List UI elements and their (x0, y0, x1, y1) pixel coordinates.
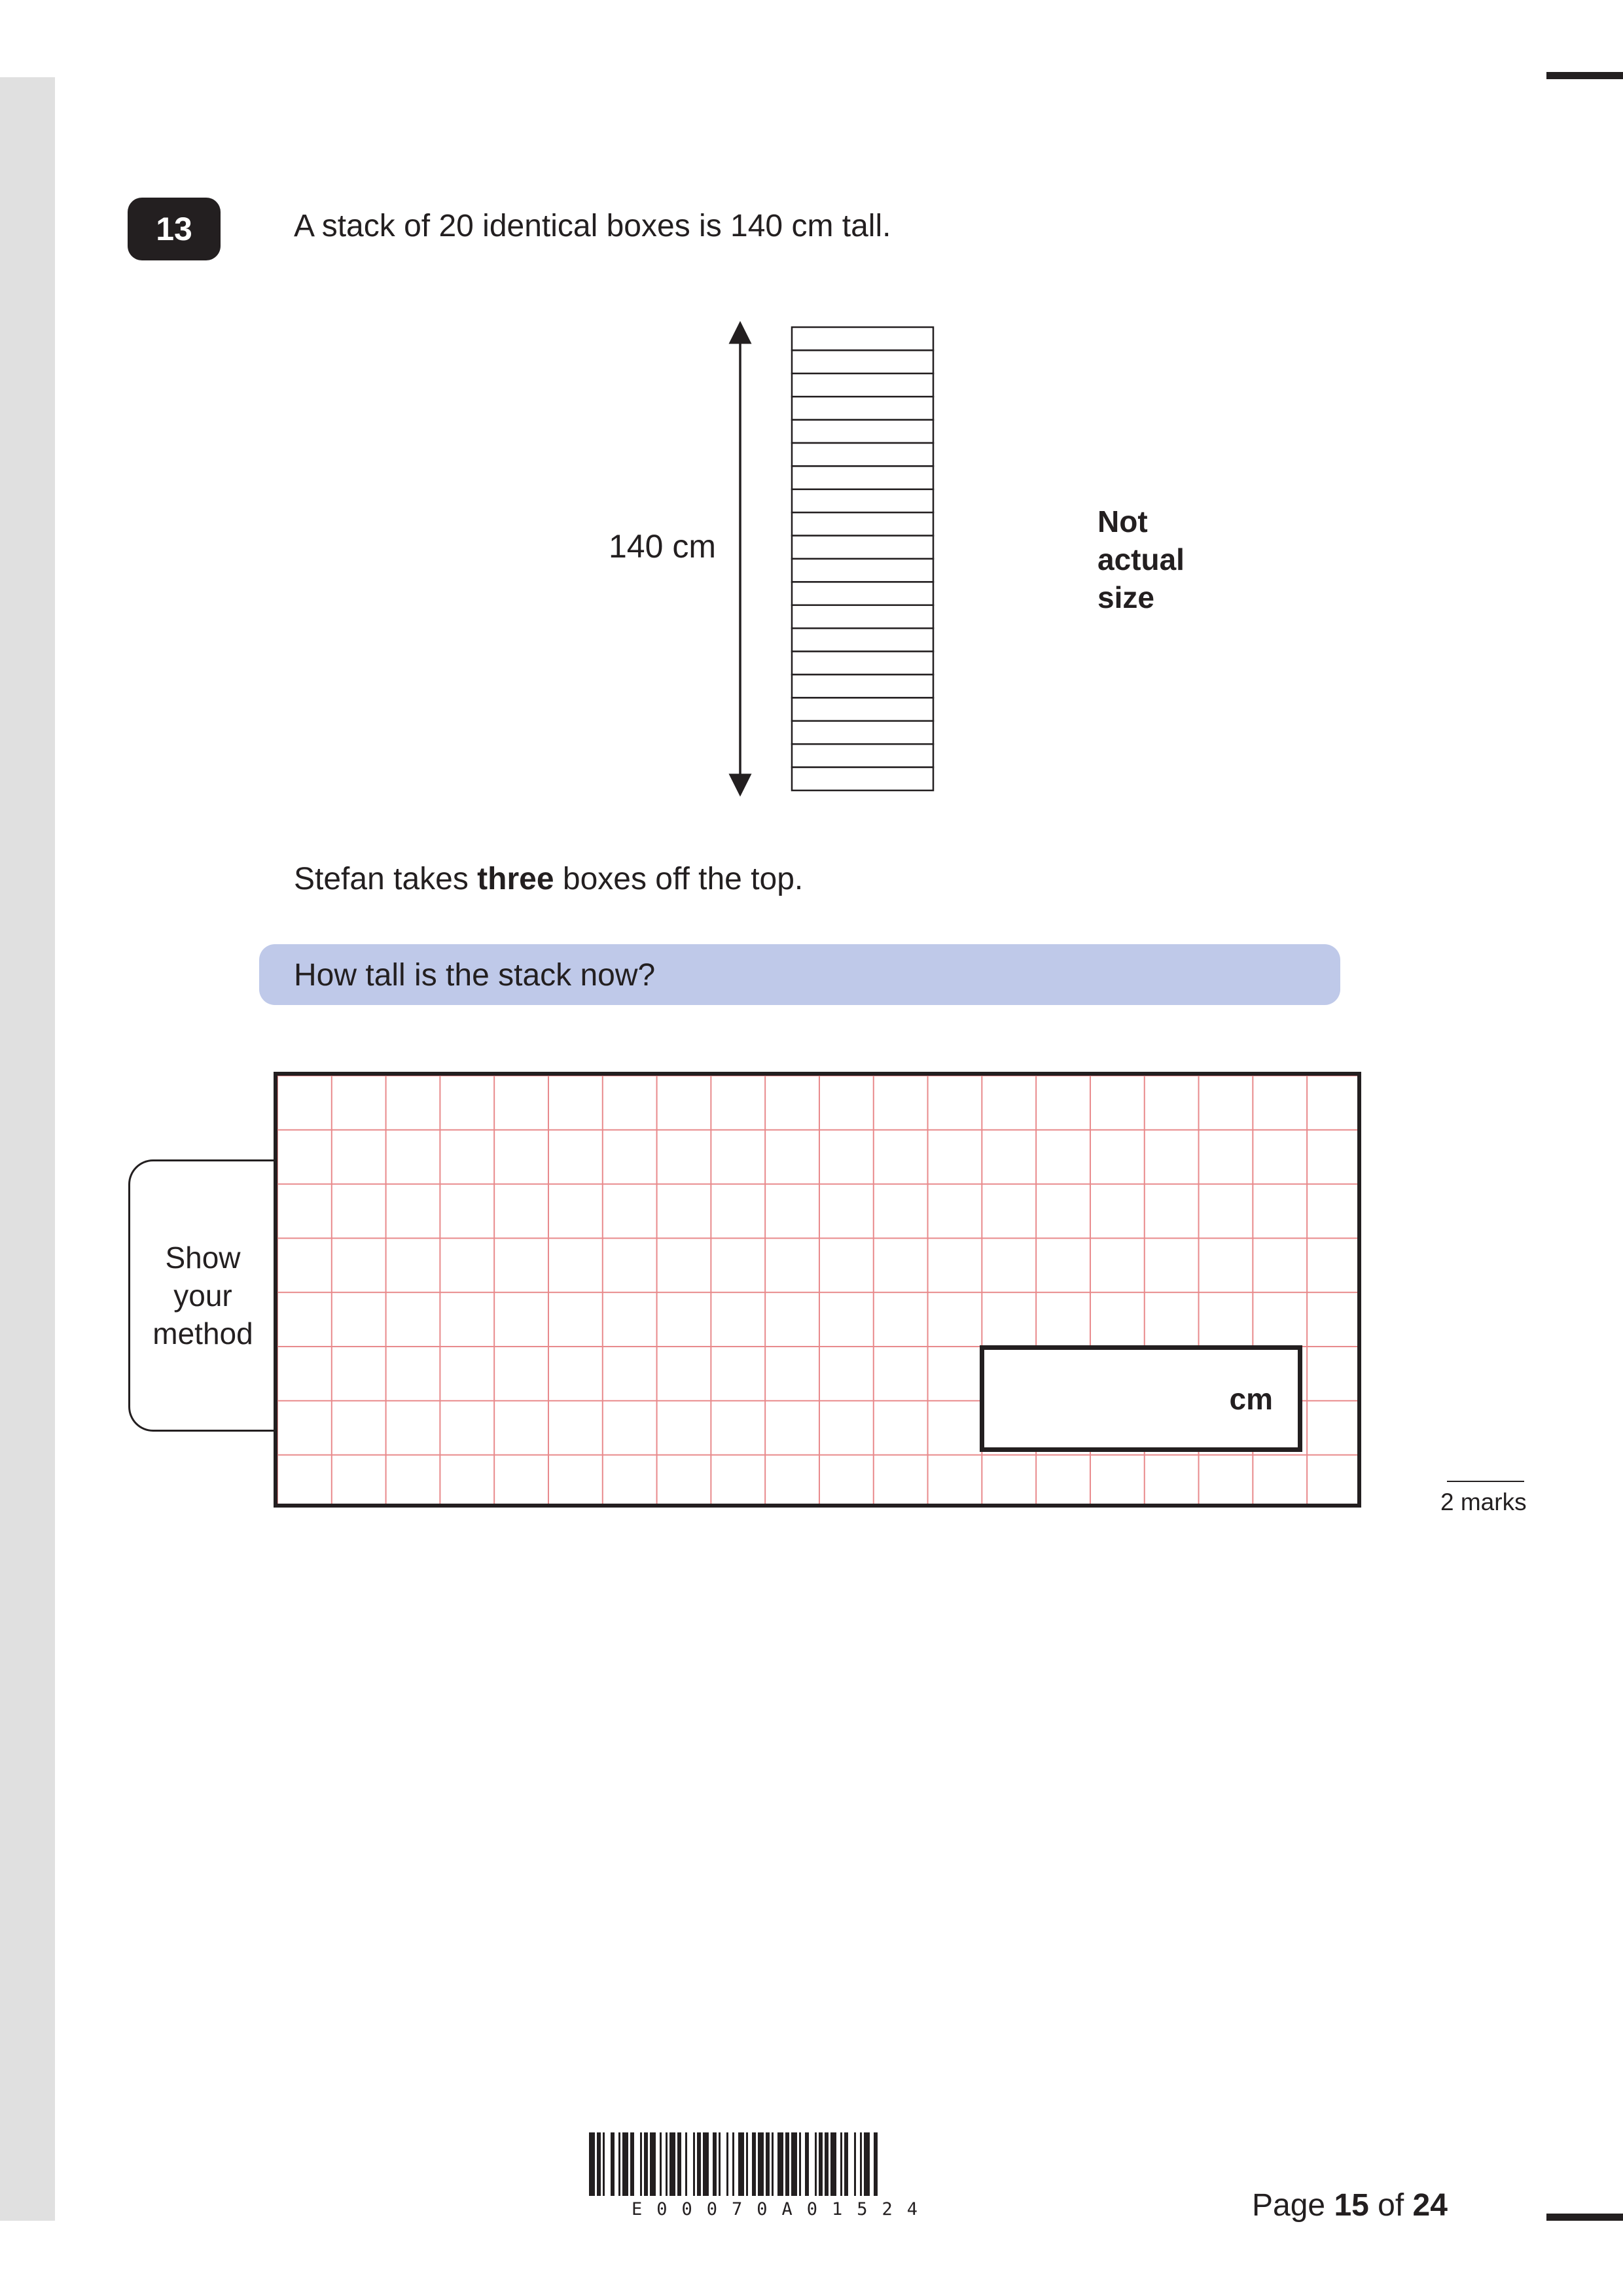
barcode-bar (777, 2132, 783, 2196)
barcode-bar (758, 2132, 764, 2196)
barcode-bar (840, 2132, 842, 2196)
stack-box (792, 582, 933, 605)
stack-box (792, 374, 933, 397)
emphasis-three: three (477, 862, 554, 896)
marks-label: 2 marks (1440, 1489, 1527, 1515)
note-line: Not (1097, 504, 1148, 539)
barcode-bar (819, 2132, 823, 2196)
barcode-bar (799, 2132, 801, 2196)
not-actual-size-note (1097, 503, 1185, 616)
barcode-bar (597, 2132, 601, 2196)
stack-box (792, 559, 933, 582)
barcode-bar (693, 2132, 695, 2196)
barcode-bar (622, 2132, 628, 2196)
box-stack (792, 327, 933, 790)
show-your-method-tab (128, 1159, 276, 1432)
barcode-bar (611, 2132, 615, 2196)
stack-box (792, 466, 933, 489)
barcode-bar (752, 2132, 756, 2196)
barcode-bar (830, 2132, 836, 2196)
stack-box (792, 489, 933, 512)
barcode-bar (618, 2132, 620, 2196)
answer-box[interactable] (980, 1345, 1302, 1452)
barcode-bar (785, 2132, 789, 2196)
barcode-bar (815, 2132, 817, 2196)
note-line: actual (1097, 542, 1185, 576)
barcode-bar (766, 2132, 770, 2196)
stack-box (792, 420, 933, 443)
barcode-bar (719, 2132, 721, 2196)
barcode (589, 2132, 1070, 2196)
tab-line: method (152, 1316, 253, 1351)
barcode-bar (746, 2132, 748, 2196)
height-label: 140 cm (609, 528, 716, 565)
barcode-bar (703, 2132, 709, 2196)
barcode-bar (726, 2132, 728, 2196)
barcode-bar (666, 2132, 668, 2196)
stack-box (792, 675, 933, 698)
barcode-bar (844, 2132, 848, 2196)
stack-box (792, 443, 933, 466)
corner-mark-top (1546, 72, 1623, 79)
question-action: Stefan takes three boxes off the top. (294, 862, 804, 896)
question-prompt: How tall is the stack now? (294, 958, 656, 993)
stack-box (792, 768, 933, 790)
barcode-bar (650, 2132, 656, 2196)
box-stack-diagram (0, 0, 1623, 824)
barcode-bar (732, 2132, 734, 2196)
stack-box (792, 652, 933, 675)
question-number-badge: 13 (128, 198, 221, 260)
corner-mark-bottom (1546, 2214, 1623, 2221)
barcode-bar (685, 2132, 687, 2196)
barcode-bar (854, 2132, 856, 2196)
barcode-bar (738, 2132, 744, 2196)
barcode-bar (660, 2132, 662, 2196)
barcode-bar (677, 2132, 681, 2196)
barcode-bar (640, 2132, 642, 2196)
stack-box (792, 698, 933, 720)
barcode-bar (644, 2132, 648, 2196)
stack-box (792, 512, 933, 535)
barcode-bar (825, 2132, 829, 2196)
tab-line: Show (165, 1241, 241, 1275)
page-number: Page 15 of 24 (1252, 2188, 1448, 2223)
stack-box (792, 350, 933, 373)
question-intro: A stack of 20 identical boxes is 140 cm tall. (294, 209, 891, 243)
barcode-bar (713, 2132, 717, 2196)
barcode-bar (603, 2132, 605, 2196)
marks-line (1447, 1481, 1524, 1482)
stack-box (792, 327, 933, 350)
barcode-text: E00070A01524 (632, 2199, 933, 2219)
tab-line: your (173, 1279, 232, 1313)
barcode-bar (772, 2132, 774, 2196)
answer-unit: cm (1229, 1382, 1273, 1416)
barcode-bar (791, 2132, 797, 2196)
barcode-bar (864, 2132, 870, 2196)
question-prompt-bar (259, 944, 1340, 1005)
stack-box (792, 605, 933, 628)
barcode-bar (697, 2132, 701, 2196)
barcode-bar (589, 2132, 595, 2196)
stack-box (792, 744, 933, 767)
note-line: size (1097, 580, 1154, 614)
stack-box (792, 397, 933, 419)
barcode-bar (669, 2132, 675, 2196)
barcode-bar (630, 2132, 634, 2196)
barcode-bar (860, 2132, 862, 2196)
stack-box (792, 536, 933, 559)
stack-box (792, 628, 933, 651)
stack-box (792, 721, 933, 744)
barcode-bar (805, 2132, 809, 2196)
page-margin-strip (0, 77, 55, 2221)
barcode-bar (874, 2132, 878, 2196)
